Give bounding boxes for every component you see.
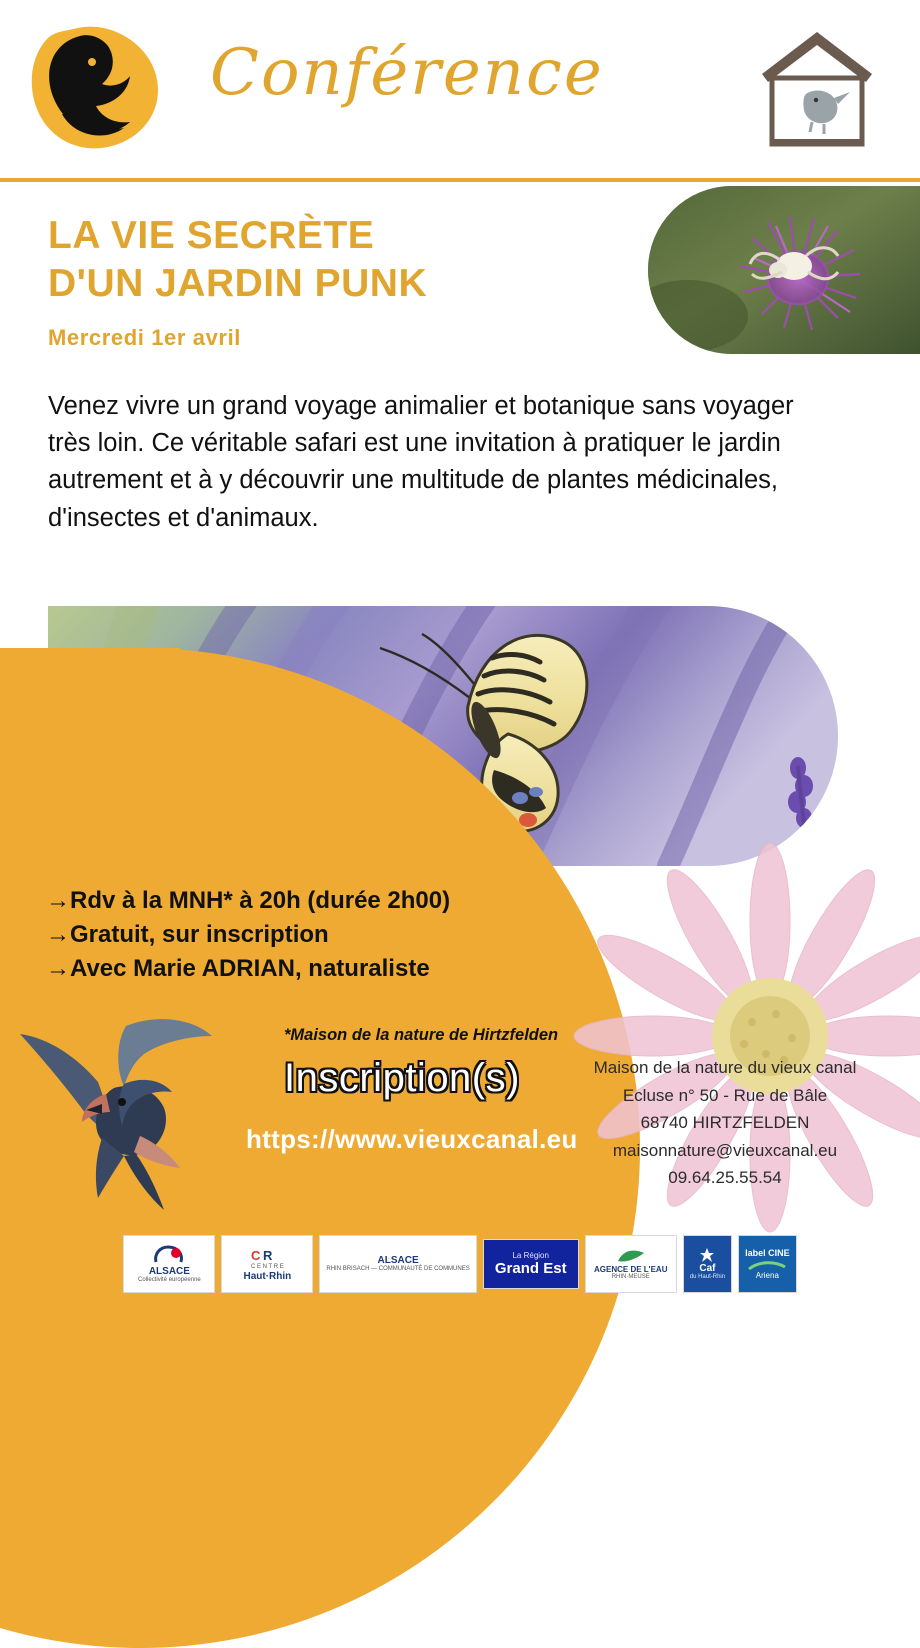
partner-name: Grand Est: [494, 1259, 567, 1277]
partner-sub: du Haut-Rhin: [689, 1274, 726, 1281]
crab-spider-photo: [648, 186, 920, 354]
event-date: Mercredi 1er avril: [48, 325, 242, 351]
partner-logo-agence-de-leau: [585, 1235, 677, 1293]
header-divider: [0, 178, 920, 182]
svg-text:C: C: [251, 1247, 261, 1263]
partner-logo-caf: [683, 1235, 732, 1293]
haut-rhin-mark-icon: [249, 1246, 285, 1264]
contact-email[interactable]: maisonnature@vieuxcanal.eu: [612, 1140, 838, 1160]
partner-name: ALSACE: [148, 1265, 190, 1277]
agence-eau-mark-icon: [616, 1247, 646, 1265]
poster-header: [0, 0, 920, 178]
partner-sub: Ariena: [755, 1270, 779, 1280]
contact-phone[interactable]: 09.64.25.55.54: [668, 1168, 782, 1188]
partner-name: Haut·Rhin: [243, 1270, 292, 1282]
contact-block: [560, 1054, 890, 1192]
birdhouse-logo-icon: [754, 28, 880, 154]
contact-city: 68740 HIRTZFELDEN: [640, 1113, 810, 1133]
registration-link[interactable]: https://www.vieuxcanal.eu: [246, 1124, 578, 1154]
contact-organization: Maison de la nature du vieux canal: [593, 1058, 857, 1077]
ariena-swoosh-icon: [747, 1259, 787, 1271]
title-line-1: LA VIE SECRÈTE: [48, 214, 375, 257]
list-item: →Rdv à la MNH* à 20h (durée 2h00): [46, 887, 451, 914]
partner-logo-label-cine: [738, 1235, 797, 1293]
partner-sub: RHIN·MEUSE: [611, 1274, 650, 1281]
partner-logo-centre-haut-rhin: [221, 1235, 313, 1293]
partner-logo-alsace: [123, 1235, 215, 1293]
partner-logo-region-grand-est: [483, 1239, 579, 1289]
list-item: →Gratuit, sur inscription: [46, 921, 329, 949]
title-block: [48, 212, 648, 351]
partner-name: Caf: [699, 1262, 716, 1274]
conference-title: Conférence: [210, 36, 604, 110]
partner-sub: C E N T R E: [250, 1263, 284, 1270]
inscription-heading: Inscription(s): [284, 1056, 520, 1100]
description-text: Venez vivre un grand voyage animalier et botanique sans voyager très loin. Ce véritable safari est une invitation à pratiquer le jardin autrement et à y découvrir une multitude de plantes médicinales, d'insectes et d'animaux.: [48, 392, 794, 532]
list-item: →Avec Marie ADRIAN, naturaliste: [46, 955, 430, 983]
partner-name: ALSACE: [377, 1254, 419, 1266]
partner-sub: Collectivité européenne: [138, 1277, 201, 1284]
caf-star-icon: [696, 1247, 718, 1263]
partner-sub: La Région: [512, 1250, 549, 1260]
alsace-mark-icon: [152, 1244, 186, 1266]
partner-logo-alsace-rhin-brisach: [319, 1235, 476, 1293]
partner-name: AGENCE DE L'EAU: [594, 1264, 668, 1274]
contact-street: Ecluse n° 50 - Rue de Bâle: [622, 1085, 828, 1105]
event-details-list: [46, 884, 450, 986]
svg-text:R: R: [263, 1247, 273, 1263]
swallow-illustration-icon: [6, 978, 236, 1228]
partner-sub: RHIN BRISACH — COMMUNAUTÉ DE COMMUNES: [326, 1266, 470, 1273]
title-line-2: D'UN JARDIN PUNK: [48, 261, 428, 305]
partner-name: label CINE: [745, 1248, 790, 1259]
footnote-text: *Maison de la nature de Hirtzfelden: [284, 1026, 559, 1044]
bird-head-logo-icon: [18, 18, 178, 158]
partner-logo-bar: [0, 1227, 920, 1301]
page-title: [48, 212, 648, 307]
pink-flower-photo: [540, 841, 920, 1261]
